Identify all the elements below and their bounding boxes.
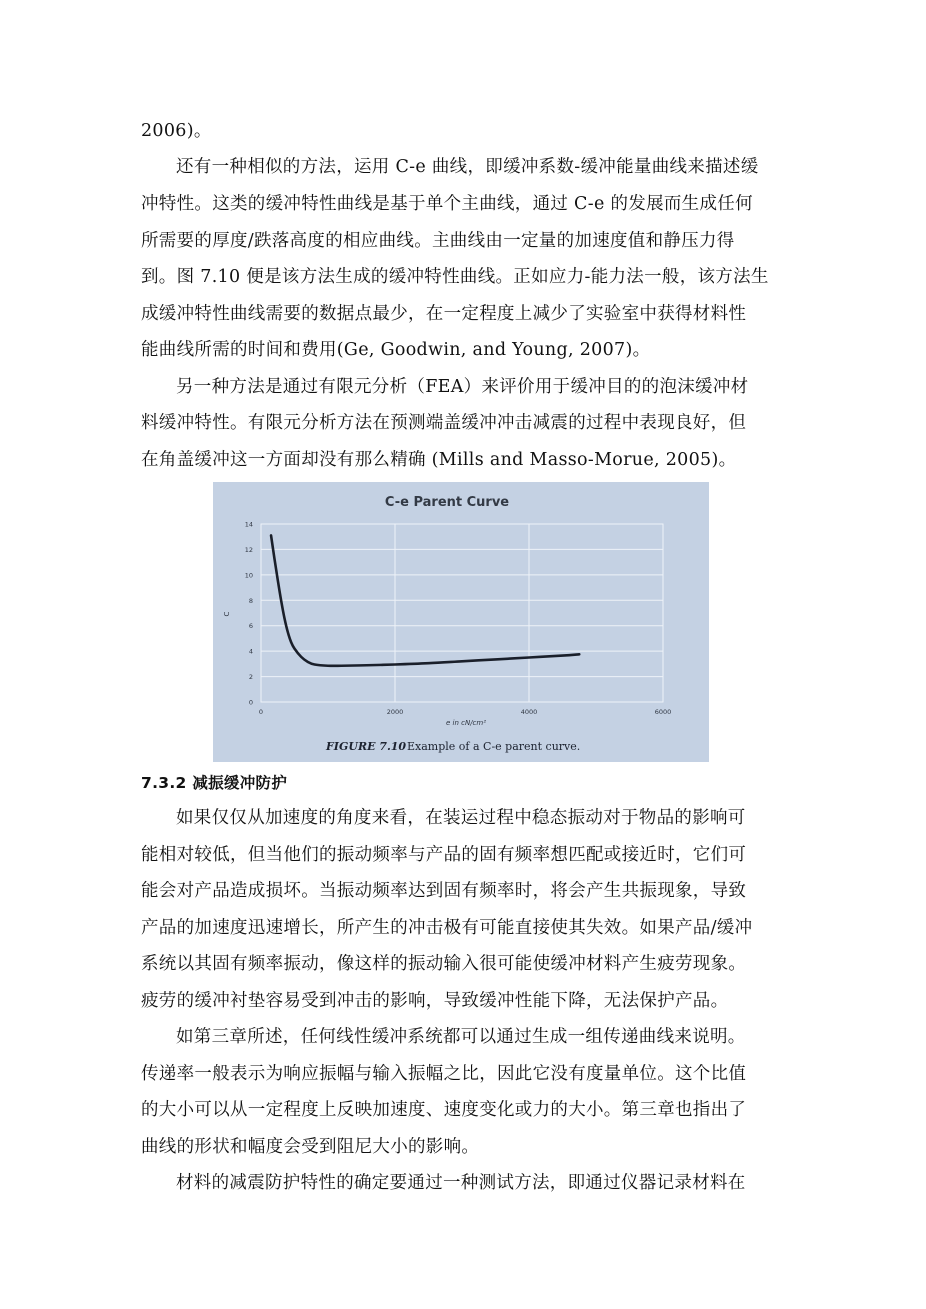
y-tick-label: 2 [248,673,253,682]
text-line: 如果仅仅从加速度的角度来看，在装运过程中稳态振动对于物品的影响可 [176,808,746,828]
text-line: 另一种方法是通过有限元分析（FEA）来评价用于缓冲目的的泡沫缓冲材 [176,377,749,397]
text-line: 疲劳的缓冲衬垫容易受到冲击的影响，导致缓冲性能下降，无法保护产品。 [141,991,729,1011]
x-axis-label: e in cN/cm² [445,719,487,727]
text-line: 冲特性。这类的缓冲特性曲线是基于单个主曲线，通过 C-e 的发展而生成任何 [141,194,753,214]
y-tick-label: 6 [248,622,253,631]
text-line: 曲线的形状和幅度会受到阻尼大小的影响。 [141,1137,480,1157]
text-line: 系统以其固有频率振动，像这样的振动输入很可能使缓冲材料产生疲劳现象。 [141,954,747,974]
x-tick-label: 6000 [654,708,672,716]
y-tick-label: 0 [248,698,253,707]
text-line: 2006)。 [141,121,212,141]
y-tick-label: 14 [244,520,253,529]
text-line: 能相对较低，但当他们的振动频率与产品的固有频率想匹配或接近时，它们可 [141,845,747,865]
text-line: 传递率一般表示为响应振幅与输入振幅之比，因此它没有度量单位。这个比值 [141,1064,747,1084]
text-line: 料缓冲特性。有限元分析方法在预测端盖缓冲冲击减震的过程中表现良好，但 [141,413,747,433]
chart [213,482,709,762]
text-line: 还有一种相似的方法，运用 C-e 曲线，即缓冲系数-缓冲能量曲线来描述缓 [176,157,759,177]
text-line: 能会对产品造成损坏。当振动频率达到固有频率时，将会产生共振现象，导致 [141,881,747,901]
text-line: 如第三章所述，任何线性缓冲系统都可以通过生成一组传递曲线来说明。 [176,1027,746,1047]
text-line: 的大小可以从一定程度上反映加速度、速度变化或力的大小。第三章也指出了 [141,1100,747,1120]
x-tick-label: 0 [258,708,264,716]
y-tick-label: 12 [244,545,253,554]
text-line: 能曲线所需的时间和费用(Ge, Goodwin, and Young, 2007)。 [141,340,651,360]
section-heading: 7.3.2 减振缓冲防护 [141,774,288,792]
y-tick-label: 8 [248,596,253,605]
figure-image [213,482,709,762]
x-tick-label: 4000 [520,708,538,716]
chart-grid [261,524,663,702]
figure-caption-text: Example of a C-e parent curve. [407,740,581,753]
x-tick-label: 2000 [386,708,404,716]
plot-area-border [261,524,663,702]
y-tick-label: 10 [244,571,253,580]
text-line: 在角盖缓冲这一方面却没有那么精确 (Mills and Masso-Morue, 2005)。 [141,450,737,470]
y-axis-label: C [223,611,231,617]
text-line: 所需要的厚度/跌落高度的相应曲线。主曲线由一定量的加速度值和静压力得 [141,231,735,251]
text-line: 产品的加速度迅速增长，所产生的冲击极有可能直接使其失效。如果产品/缓冲 [141,918,753,938]
text-line: 材料的减震防护特性的确定要通过一种测试方法，即通过仪器记录材料在 [176,1173,746,1193]
text-line: 到。图 7.10 便是该方法生成的缓冲特性曲线。正如应力-能力法一般，该方法生 [141,267,769,287]
figure-caption-label: FIGURE 7.10 [326,740,407,753]
chart-title: C-e Parent Curve [384,495,510,510]
text-line: 成缓冲特性曲线需要的数据点最少，在一定程度上减少了实验室中获得材料性 [141,304,747,324]
y-tick-label: 4 [248,647,253,656]
